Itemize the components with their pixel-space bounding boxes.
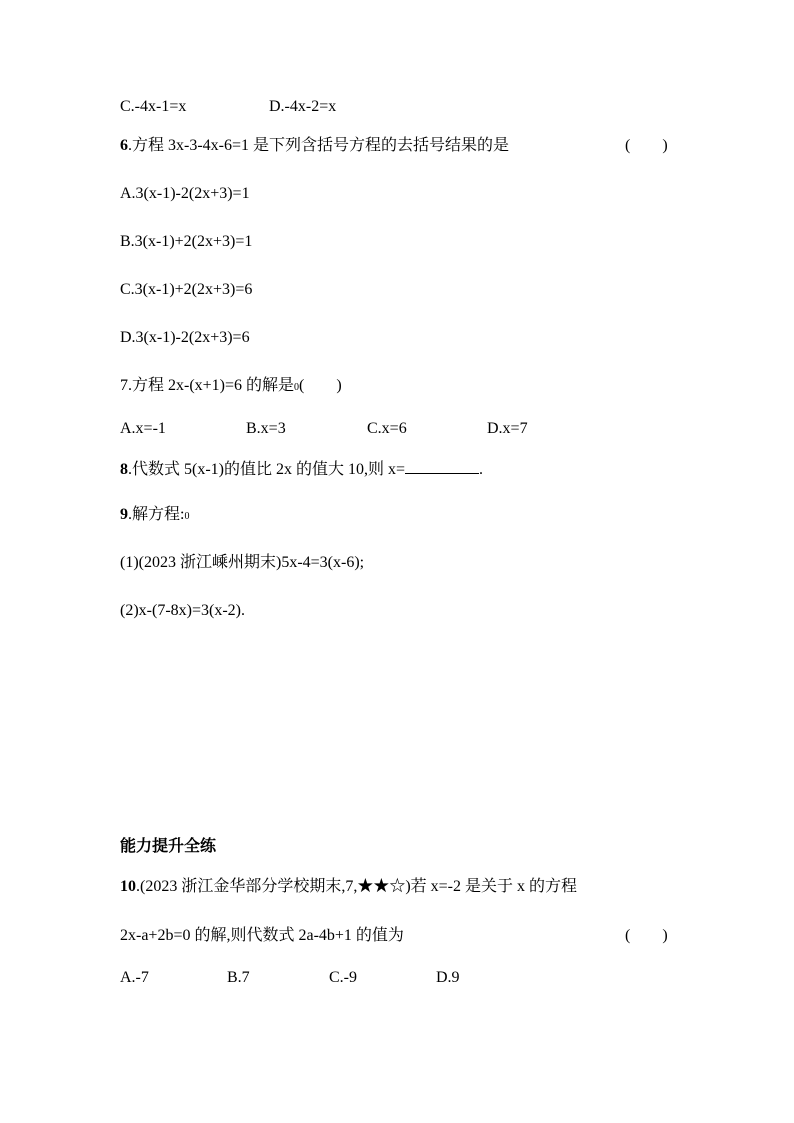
section-title: 能力提升全练 [120, 836, 217, 855]
q6-option-a: A.3(x-1)-2(2x+3)=1 [120, 185, 250, 202]
q5-option-c: C.-4x-1=x [120, 98, 187, 115]
q10-option-d: D.9 [436, 969, 460, 986]
q7-option-d: D.x=7 [487, 420, 528, 437]
q8-number: 8 [120, 461, 128, 478]
q7-stem [120, 376, 342, 398]
q9-stem [120, 505, 189, 527]
q10-number: 10 [120, 878, 136, 895]
q7-option-c: C.x=6 [367, 420, 407, 437]
q7-stem-text: 7.方程 2x-(x+1)=6 的解是 [120, 377, 295, 394]
q6-option-d: D.3(x-1)-2(2x+3)=6 [120, 329, 250, 346]
q7-answer-paren: ( ) [299, 377, 342, 394]
q7-option-a: A.x=-1 [120, 420, 166, 437]
q10-stem-line1 [120, 877, 577, 897]
q7-mark: 0 [294, 382, 300, 393]
q6-stem-text: .方程 3x-3-4x-6=1 是下列含括号方程的去括号结果的是 [128, 137, 510, 154]
q10-answer-paren: ( ) [625, 927, 668, 944]
q6-answer-paren: ( ) [625, 137, 668, 154]
q7-option-b: B.x=3 [246, 420, 286, 437]
q8-end: . [479, 461, 484, 478]
q9-stem-text: .解方程: [128, 506, 185, 523]
q8-answer-blank [405, 459, 479, 474]
q6-number: 6 [120, 137, 128, 154]
q9-number: 9 [120, 506, 128, 523]
q10-option-b: B.7 [227, 969, 250, 986]
q6-stem [120, 136, 509, 156]
q9-part-2: (2)x-(7-8x)=3(x-2). [120, 602, 245, 619]
q6-option-b: B.3(x-1)+2(2x+3)=1 [120, 233, 253, 250]
q8-stem-text: .代数式 5(x-1)的值比 2x 的值大 10,则 x= [128, 461, 406, 478]
q5-option-d: D.-4x-2=x [269, 98, 337, 115]
q8-stem [120, 459, 483, 480]
q10-stem-line2: 2x-a+2b=0 的解,则代数式 2a-4b+1 的值为 [120, 927, 404, 944]
q6-option-c: C.3(x-1)+2(2x+3)=6 [120, 281, 253, 298]
q10-option-c: C.-9 [329, 969, 357, 986]
q9-mark: 0 [184, 511, 190, 522]
q10-line1-text: .(2023 浙江金华部分学校期末,7,★★☆)若 x=-2 是关于 x 的方程 [136, 878, 578, 895]
q9-part-1: (1)(2023 浙江嵊州期末)5x-4=3(x-6); [120, 554, 365, 571]
q10-option-a: A.-7 [120, 969, 149, 986]
